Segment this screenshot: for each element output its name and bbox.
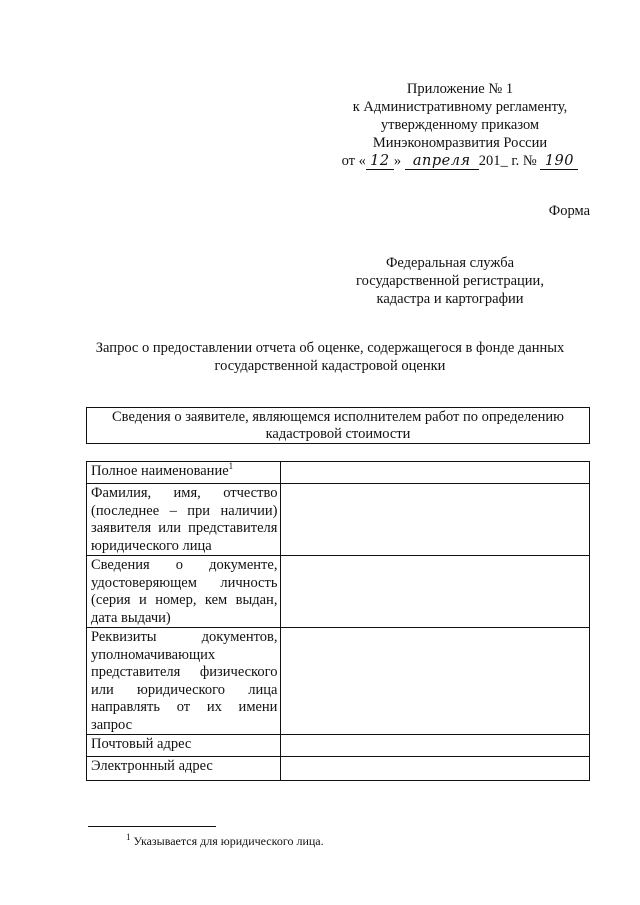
row-label-fio: Фамилия, имя, отчество (последнее – при наличии) заявителя или представителя юридического лица (87, 484, 281, 556)
table-row (87, 735, 590, 757)
date-mid: » (393, 153, 405, 169)
table-row (87, 556, 590, 628)
row-label-id-document: Сведения о документе, удостоверяющем личность (серия и номер, кем выдан, дата выдачи) (87, 556, 281, 628)
section-line-2: кадастровой стоимости (265, 426, 411, 442)
table-row (87, 757, 590, 781)
fio-field[interactable] (281, 484, 590, 556)
footnote (126, 834, 324, 849)
id-document-field[interactable] (281, 556, 590, 628)
handwritten-day: 12 (366, 153, 394, 170)
appendix-line-4: Минэкономразвития России (372, 135, 548, 151)
agency-line-3: кадастра и картографии (376, 291, 524, 307)
request-title (60, 339, 600, 375)
table-row (87, 462, 590, 484)
form-label: Форма (548, 203, 590, 219)
applicant-section-header (86, 407, 590, 444)
appendix-line-2: к Административному регламенту, (352, 99, 568, 115)
appendix-line-1: Приложение № 1 (406, 81, 514, 97)
handwritten-order-number: 190 (540, 153, 578, 170)
order-date-line (300, 152, 620, 170)
date-year: 201_ г. № (478, 153, 541, 169)
authority-documents-field[interactable] (281, 628, 590, 735)
full-name-field[interactable] (281, 462, 590, 484)
appendix-line-3: утвержденному приказом (380, 117, 540, 133)
row-label-email: Электронный адрес (87, 757, 281, 781)
date-prefix: от « (341, 153, 366, 169)
request-title-line-1: Запрос о предоставлении отчета об оценке, содержащегося в фонде данных (95, 340, 565, 356)
appendix-header (300, 80, 620, 170)
section-line-1: Сведения о заявителе, являющемся исполнителем работ по определению (112, 409, 564, 425)
footnote-ref: 1 (228, 461, 234, 472)
postal-address-field[interactable] (281, 735, 590, 757)
row-label-postal-address: Почтовый адрес (87, 735, 281, 757)
footnote-text: Указывается для юридического лица. (130, 834, 324, 848)
applicant-info-table (86, 461, 590, 781)
request-title-line-2: государственной кадастровой оценки (214, 358, 446, 374)
row-label-authority-documents: Реквизиты документов, уполномачивающих представителя физического или юридического лица направлять от их имени запрос (87, 628, 281, 735)
row-label-full-name: Полное наименование$^1$ (87, 462, 281, 484)
handwritten-month: апреля (405, 153, 479, 170)
footnote-mark: 1 (126, 832, 131, 842)
table-row (87, 628, 590, 735)
agency-line-2: государственной регистрации, (356, 273, 544, 289)
agency-name (300, 254, 600, 308)
footnote-divider (88, 826, 216, 827)
table-row (87, 484, 590, 556)
agency-line-1: Федеральная служба (385, 255, 515, 271)
email-field[interactable] (281, 757, 590, 781)
